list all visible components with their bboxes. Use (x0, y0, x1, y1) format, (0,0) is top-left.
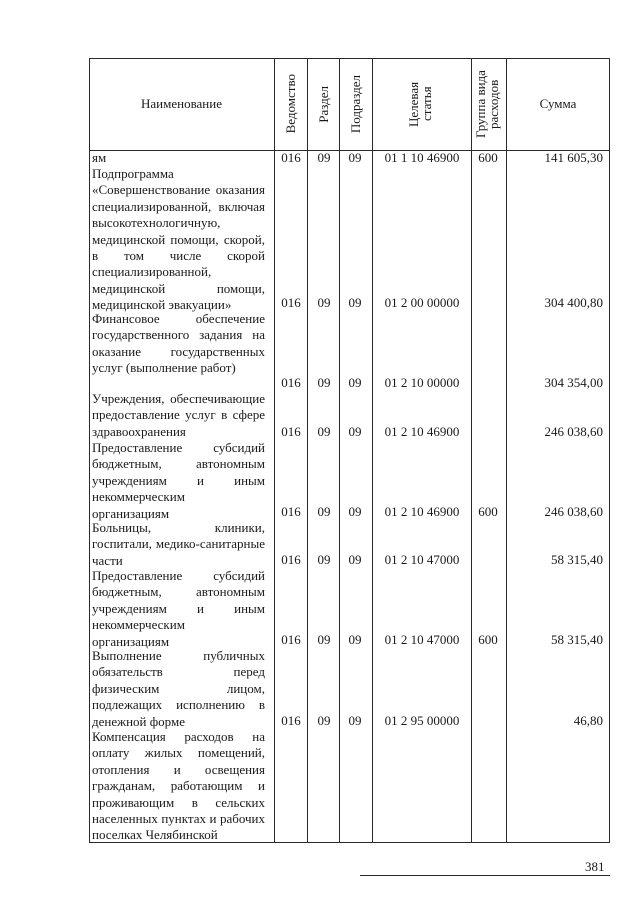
row-name: ям (92, 150, 107, 165)
row-vedomstvo: 016 (281, 375, 301, 390)
row-podrazdel: 09 (348, 295, 362, 310)
header-razdel-label: Раздел (315, 85, 331, 123)
header-name-label: Наименование (141, 96, 222, 111)
header-razdel (307, 58, 339, 150)
row-razdel: 09 (317, 424, 331, 439)
header-celevaya-label: Целевая статья (405, 81, 434, 127)
row-celevaya: 01 2 10 47000 (384, 632, 460, 647)
column-divider (274, 58, 275, 843)
row-vedomstvo: 016 (281, 295, 301, 310)
row-razdel: 09 (317, 375, 331, 390)
row-vedomstvo: 016 (281, 424, 301, 439)
row-summa: 46,80 (573, 713, 603, 728)
column-divider (506, 58, 507, 843)
row-summa: 246 038,60 (544, 424, 603, 439)
row-name: Финансовое обеспечение государственного задания на оказание государственных услуг (выполнение работ) (92, 311, 265, 376)
footer-rule (360, 875, 610, 876)
row-name: Учреждения, обеспечивающие предоставление услуг в сфере здравоохранения (92, 391, 265, 439)
column-divider (372, 58, 373, 843)
row-name: Больницы, клиники, госпитали, медико-санитарные части (92, 520, 265, 568)
row-vedomstvo: 016 (281, 504, 301, 519)
column-divider (339, 58, 340, 843)
row-gruppa: 600 (478, 632, 498, 647)
row-summa: 304 400,80 (544, 295, 603, 310)
header-vedomstvo (274, 58, 307, 150)
row-podrazdel: 09 (348, 552, 362, 567)
row-summa: 141 605,30 (544, 150, 603, 165)
row-podrazdel: 09 (348, 375, 362, 390)
row-summa: 58 315,40 (551, 632, 603, 647)
row-podrazdel: 09 (348, 713, 362, 728)
row-summa: 246 038,60 (544, 504, 603, 519)
row-celevaya: 01 2 95 00000 (384, 713, 460, 728)
row-name: Компенсация расходов на оплату жилых помещений, отопления и освещения гражданам, работающим и проживающим в сельских населенных пунктах и рабочих поселках Челябинской (92, 729, 265, 843)
row-razdel: 09 (317, 504, 331, 519)
page-number: 381 (585, 859, 605, 874)
row-name: Подпрограмма «Совершенствование оказания специализированной, включая высокотехнологичную, медицинской помощи, скорой, в том числе скорой специализированной, медицинской помощи, медицинской эвакуации» (92, 166, 265, 313)
header-gruppa (471, 58, 506, 150)
row-vedomstvo: 016 (281, 150, 301, 165)
header-name (89, 58, 274, 150)
row-razdel: 09 (317, 295, 331, 310)
header-celevaya (372, 58, 471, 150)
row-podrazdel: 09 (348, 504, 362, 519)
header-podrazdel-label: Подраздел (348, 74, 363, 134)
row-vedomstvo: 016 (281, 552, 301, 567)
row-celevaya: 01 2 10 46900 (384, 504, 460, 519)
column-divider (307, 58, 308, 843)
row-name: Предоставление субсидий бюджетным, автономным учреждениям и иным некоммерческим организациям (92, 568, 265, 649)
row-razdel: 09 (317, 150, 331, 165)
row-celevaya: 01 1 10 46900 (384, 150, 460, 165)
row-vedomstvo: 016 (281, 713, 301, 728)
row-gruppa: 600 (478, 504, 498, 519)
row-razdel: 09 (317, 552, 331, 567)
row-podrazdel: 09 (348, 150, 362, 165)
row-celevaya: 01 2 10 47000 (384, 552, 460, 567)
row-vedomstvo: 016 (281, 632, 301, 647)
row-celevaya: 01 2 10 00000 (384, 375, 460, 390)
row-celevaya: 01 2 10 46900 (384, 424, 460, 439)
header-podrazdel (339, 58, 372, 150)
row-name: Выполнение публичных обязательств перед физическим лицом, подлежащих исполнению в денежной форме (92, 648, 265, 729)
row-podrazdel: 09 (348, 632, 362, 647)
header-gruppa-label: Группа вида расходов (472, 70, 501, 138)
column-divider (471, 58, 472, 843)
row-podrazdel: 09 (348, 424, 362, 439)
header-vedomstvo-label: Ведомство (283, 74, 298, 134)
row-razdel: 09 (317, 713, 331, 728)
row-summa: 58 315,40 (551, 552, 603, 567)
row-celevaya: 01 2 00 00000 (384, 295, 460, 310)
row-summa: 304 354,00 (544, 375, 603, 390)
row-gruppa: 600 (478, 150, 498, 165)
row-name: Предоставление субсидий бюджетным, автономным учреждениям и иным некоммерческим организациям (92, 440, 265, 521)
row-razdel: 09 (317, 632, 331, 647)
header-summa-label: Сумма (539, 96, 577, 111)
header-summa (506, 58, 610, 150)
